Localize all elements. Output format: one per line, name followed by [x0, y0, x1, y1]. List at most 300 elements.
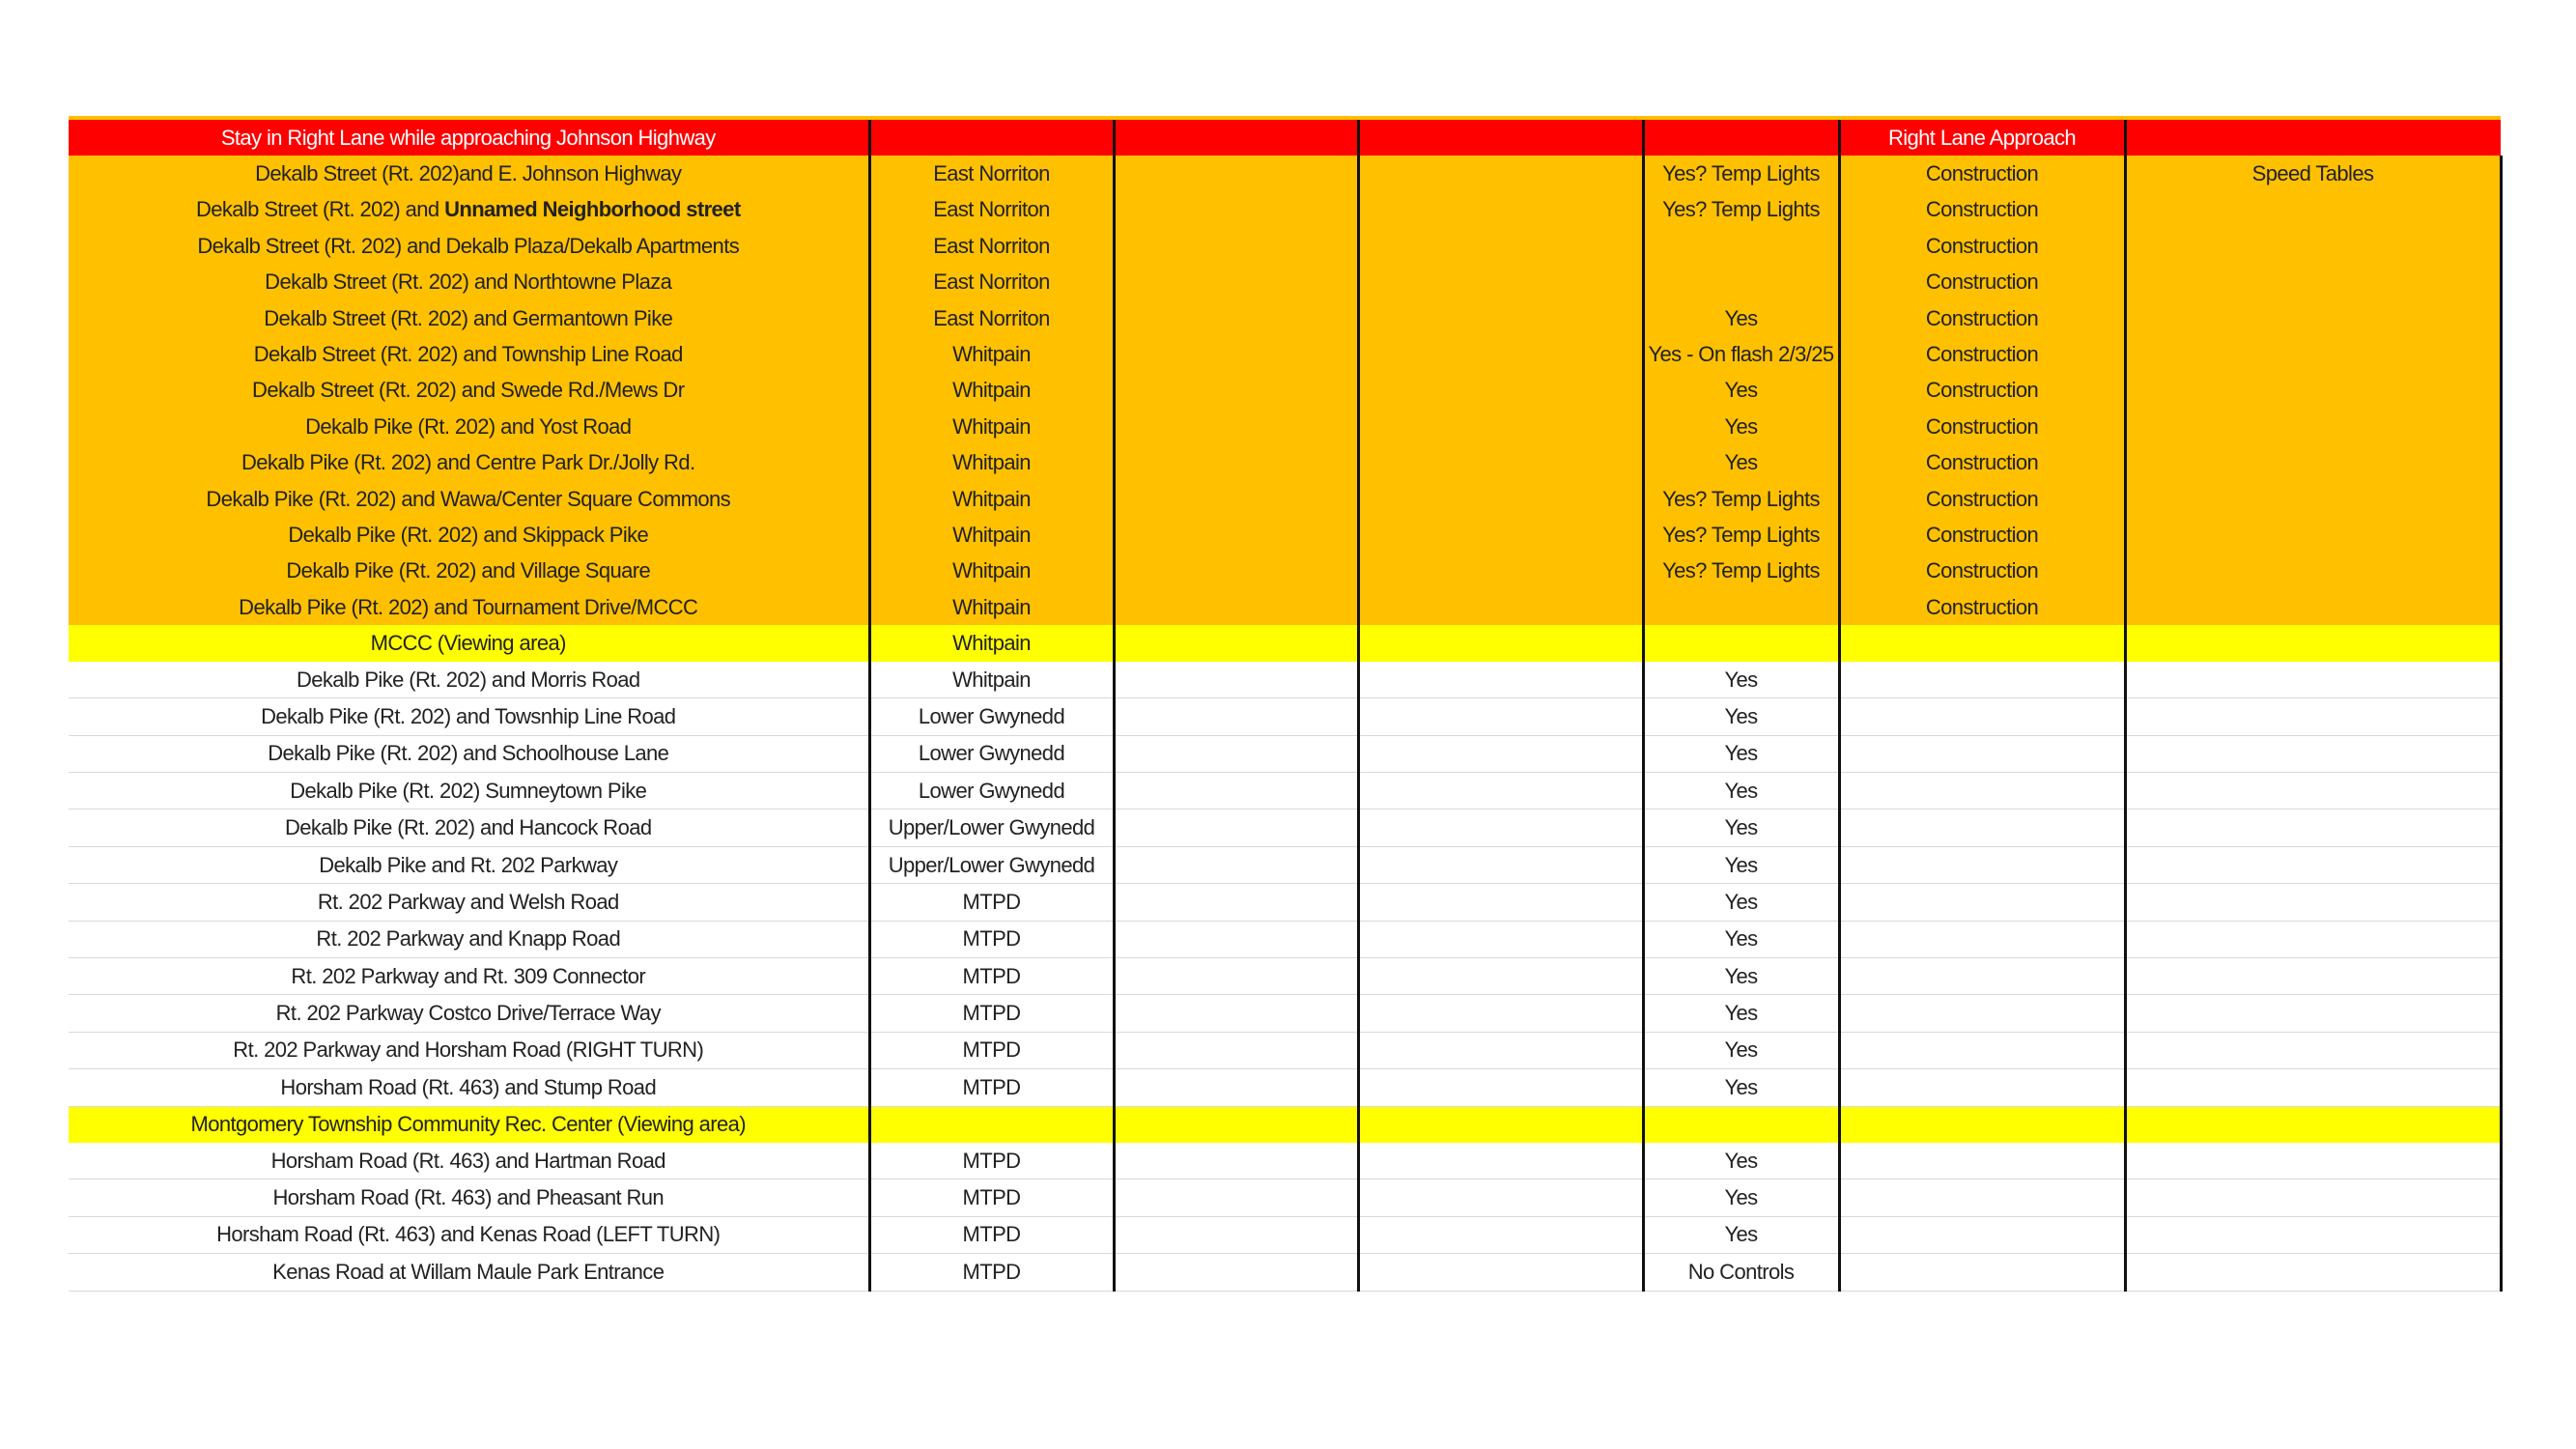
- cell-col-c[interactable]: [1114, 409, 1358, 444]
- cell-municipality[interactable]: [869, 589, 1114, 625]
- cell-intersection[interactable]: [69, 265, 869, 300]
- cell-text: Dekalb Pike (Rt. 202) and Towsnhip Line Road: [261, 703, 676, 728]
- cell-text: Yes: [1724, 741, 1758, 766]
- cell-municipality[interactable]: [869, 336, 1114, 372]
- cell-approach-status[interactable]: [1839, 517, 2125, 553]
- cell-text: Whitpain: [952, 558, 1031, 583]
- cell-signal-status[interactable]: [1643, 554, 1839, 589]
- cell-col-d[interactable]: [1358, 517, 1643, 553]
- cell-municipality[interactable]: [869, 625, 1114, 661]
- cell-signal-status[interactable]: [1643, 445, 1839, 481]
- table-row: [69, 995, 2501, 1032]
- cell-col-d[interactable]: [1358, 1254, 1643, 1291]
- cell-signal-status[interactable]: [1643, 228, 1839, 264]
- cell-signal-status[interactable]: [1643, 373, 1839, 409]
- table-row: [69, 957, 2501, 994]
- cell-col-d[interactable]: [1358, 735, 1643, 772]
- cell-notes[interactable]: [2125, 589, 2501, 625]
- cell-signal-status[interactable]: [1643, 517, 1839, 553]
- cell-municipality[interactable]: [869, 921, 1114, 957]
- cell-notes[interactable]: [2125, 517, 2501, 553]
- cell-signal-status[interactable]: [1643, 192, 1839, 228]
- cell-intersection[interactable]: [69, 662, 869, 698]
- cell-col-c[interactable]: [1114, 118, 1358, 156]
- cell-approach-status[interactable]: [1839, 662, 2125, 698]
- cell-municipality[interactable]: [869, 662, 1114, 698]
- table-row: [69, 921, 2501, 957]
- cell-col-c[interactable]: [1114, 957, 1358, 994]
- cell-notes[interactable]: [2125, 156, 2501, 191]
- cell-col-c[interactable]: [1114, 625, 1358, 661]
- cell-municipality[interactable]: [869, 265, 1114, 300]
- cell-col-d[interactable]: [1358, 481, 1643, 517]
- cell-text: Dekalb Pike (Rt. 202) and Wawa/Center Square Commons: [206, 486, 731, 511]
- cell-text: Dekalb Pike (Rt. 202) and Hancock Road: [284, 815, 652, 840]
- cell-text: Construction: [1925, 413, 2039, 439]
- cell-intersection[interactable]: [69, 156, 869, 191]
- cell-text: Whitpain: [952, 378, 1031, 403]
- cell-approach-status[interactable]: [1839, 625, 2125, 661]
- cell-approach-status[interactable]: [1839, 192, 2125, 228]
- cell-approach-status[interactable]: [1839, 773, 2125, 810]
- cell-signal-status[interactable]: [1643, 589, 1839, 625]
- cell-intersection[interactable]: [69, 698, 869, 735]
- cell-approach-status[interactable]: [1839, 957, 2125, 994]
- cell-col-c[interactable]: [1114, 589, 1358, 625]
- cell-text: Lower Gwynedd: [918, 703, 1065, 728]
- cell-municipality[interactable]: [869, 810, 1114, 846]
- cell-municipality[interactable]: [869, 517, 1114, 553]
- table-row: [69, 1069, 2501, 1106]
- cell-col-d[interactable]: [1358, 228, 1643, 264]
- cell-text: Dekalb Pike (Rt. 202) and Skippack Pike: [288, 522, 649, 547]
- cell-signal-status[interactable]: [1643, 481, 1839, 517]
- cell-municipality[interactable]: [869, 445, 1114, 481]
- cell-approach-status[interactable]: [1839, 1143, 2125, 1179]
- table-row: [69, 810, 2501, 846]
- cell-approach-status[interactable]: [1839, 589, 2125, 625]
- cell-municipality[interactable]: [869, 554, 1114, 589]
- cell-notes[interactable]: [2125, 1143, 2501, 1179]
- cell-col-c[interactable]: [1114, 1216, 1358, 1253]
- cell-col-c[interactable]: [1114, 517, 1358, 553]
- cell-text: Lower Gwynedd: [918, 778, 1065, 803]
- cell-text: MTPD: [962, 926, 1021, 952]
- cell-col-c[interactable]: [1114, 300, 1358, 336]
- cell-text: Dekalb Street (Rt. 202) and Northtowne Plaza: [265, 270, 672, 295]
- cell-col-c[interactable]: [1114, 554, 1358, 589]
- cell-col-d[interactable]: [1358, 957, 1643, 994]
- cell-col-c[interactable]: [1114, 884, 1358, 921]
- cell-municipality[interactable]: [869, 228, 1114, 264]
- cell-col-d[interactable]: [1358, 884, 1643, 921]
- cell-text: Whitpain: [952, 450, 1031, 475]
- cell-approach-status[interactable]: [1839, 921, 2125, 957]
- cell-col-c[interactable]: [1114, 995, 1358, 1032]
- cell-municipality[interactable]: [869, 846, 1114, 883]
- cell-intersection[interactable]: [69, 625, 869, 661]
- cell-col-d[interactable]: [1358, 589, 1643, 625]
- cell-text: Dekalb Pike (Rt. 202) Sumneytown Pike: [290, 778, 647, 803]
- cell-notes[interactable]: [2125, 409, 2501, 444]
- cell-intersection[interactable]: [69, 192, 869, 228]
- cell-col-c[interactable]: [1114, 1179, 1358, 1216]
- cell-text: Whitpain: [952, 486, 1031, 511]
- cell-notes[interactable]: [2125, 846, 2501, 883]
- cell-col-c[interactable]: [1114, 735, 1358, 772]
- cell-intersection[interactable]: [69, 884, 869, 921]
- cell-notes[interactable]: [2125, 118, 2501, 156]
- cell-col-d[interactable]: [1358, 373, 1643, 409]
- cell-text: Dekalb Pike (Rt. 202) and Morris Road: [296, 667, 640, 692]
- table-row: [69, 192, 2501, 228]
- cell-intersection[interactable]: [69, 481, 869, 517]
- cell-approach-status[interactable]: [1839, 228, 2125, 264]
- cell-text: Horsham Road (Rt. 463) and Kenas Road (LEFT TURN): [216, 1222, 721, 1247]
- cell-col-c[interactable]: [1114, 228, 1358, 264]
- cell-intersection[interactable]: [69, 554, 869, 589]
- cell-municipality[interactable]: [869, 1179, 1114, 1216]
- cell-col-d[interactable]: [1358, 995, 1643, 1032]
- cell-col-d[interactable]: [1358, 1216, 1643, 1253]
- table-row: [69, 373, 2501, 409]
- cell-notes[interactable]: [2125, 1216, 2501, 1253]
- cell-col-d[interactable]: [1358, 846, 1643, 883]
- cell-col-d[interactable]: [1358, 118, 1643, 156]
- cell-text: Dekalb Pike (Rt. 202) and Tournament Drive/MCCC: [239, 594, 698, 619]
- cell-text: Construction: [1925, 450, 2039, 475]
- cell-col-c[interactable]: [1114, 1254, 1358, 1291]
- cell-approach-status[interactable]: [1839, 481, 2125, 517]
- cell-notes[interactable]: [2125, 735, 2501, 772]
- cell-col-d[interactable]: [1358, 698, 1643, 735]
- cell-text: Horsham Road (Rt. 463) and Stump Road: [280, 1074, 657, 1099]
- cell-text: Yes: [1724, 1001, 1758, 1026]
- cell-col-d[interactable]: [1358, 156, 1643, 191]
- cell-signal-status[interactable]: [1643, 846, 1839, 883]
- cell-approach-status[interactable]: [1839, 698, 2125, 735]
- cell-text: Yes? Temp Lights: [1662, 558, 1820, 583]
- cell-approach-status[interactable]: [1839, 1254, 2125, 1291]
- cell-intersection[interactable]: [69, 1216, 869, 1253]
- cell-signal-status[interactable]: [1643, 156, 1839, 191]
- cell-text: East Norriton: [933, 197, 1050, 222]
- cell-col-c[interactable]: [1114, 373, 1358, 409]
- cell-municipality[interactable]: [869, 192, 1114, 228]
- cell-text: Dekalb Pike and Rt. 202 Parkway: [319, 852, 618, 877]
- cell-signal-status[interactable]: [1643, 1179, 1839, 1216]
- cell-municipality[interactable]: [869, 698, 1114, 735]
- cell-notes[interactable]: [2125, 810, 2501, 846]
- cell-municipality[interactable]: [869, 1254, 1114, 1291]
- cell-notes[interactable]: [2125, 1106, 2501, 1143]
- cell-municipality[interactable]: [869, 1143, 1114, 1179]
- cell-approach-status[interactable]: [1839, 1069, 2125, 1106]
- cell-intersection[interactable]: [69, 1254, 869, 1291]
- cell-notes[interactable]: [2125, 373, 2501, 409]
- cell-text-bold: Unnamed Neighborhood street: [444, 197, 741, 222]
- cell-approach-status[interactable]: [1839, 846, 2125, 883]
- cell-text: Construction: [1925, 522, 2039, 547]
- cell-municipality[interactable]: [869, 1032, 1114, 1068]
- cell-municipality[interactable]: [869, 1216, 1114, 1253]
- cell-approach-status[interactable]: [1839, 445, 2125, 481]
- cell-notes[interactable]: [2125, 957, 2501, 994]
- cell-signal-status[interactable]: [1643, 625, 1839, 661]
- cell-intersection[interactable]: [69, 589, 869, 625]
- cell-intersection[interactable]: [69, 1106, 869, 1143]
- cell-col-d[interactable]: [1358, 625, 1643, 661]
- cell-signal-status[interactable]: [1643, 336, 1839, 372]
- cell-approach-status[interactable]: [1839, 118, 2125, 156]
- cell-municipality[interactable]: [869, 1106, 1114, 1143]
- cell-text: Rt. 202 Parkway and Rt. 309 Connector: [291, 963, 646, 988]
- table-row: [69, 445, 2501, 481]
- cell-col-c[interactable]: [1114, 810, 1358, 846]
- cell-notes[interactable]: [2125, 921, 2501, 957]
- cell-municipality[interactable]: [869, 156, 1114, 191]
- cell-text: Construction: [1925, 161, 2039, 186]
- cell-col-d[interactable]: [1358, 1179, 1643, 1216]
- cell-text: Upper/Lower Gwynedd: [888, 815, 1095, 840]
- cell-col-c[interactable]: [1114, 336, 1358, 372]
- cell-intersection[interactable]: [69, 517, 869, 553]
- cell-intersection[interactable]: [69, 773, 869, 810]
- cell-intersection[interactable]: [69, 846, 869, 883]
- cell-municipality[interactable]: [869, 735, 1114, 772]
- cell-col-c[interactable]: [1114, 1032, 1358, 1068]
- cell-municipality[interactable]: [869, 1069, 1114, 1106]
- cell-intersection[interactable]: [69, 118, 869, 156]
- cell-intersection[interactable]: [69, 409, 869, 444]
- cell-approach-status[interactable]: [1839, 995, 2125, 1032]
- cell-text: Rt. 202 Parkway Costco Drive/Terrace Way: [275, 1001, 661, 1026]
- cell-notes[interactable]: [2125, 554, 2501, 589]
- cell-municipality[interactable]: [869, 995, 1114, 1032]
- cell-text: Dekalb Street (Rt. 202) and Township Line Road: [253, 342, 683, 367]
- cell-text: Whitpain: [952, 522, 1031, 547]
- header-row: [69, 118, 2501, 156]
- cell-text: Yes: [1724, 926, 1758, 952]
- cell-signal-status[interactable]: [1643, 735, 1839, 772]
- cell-signal-status[interactable]: [1643, 698, 1839, 735]
- cell-col-d[interactable]: [1358, 1106, 1643, 1143]
- cell-text: Yes: [1724, 703, 1758, 728]
- cell-notes[interactable]: [2125, 773, 2501, 810]
- cell-col-d[interactable]: [1358, 336, 1643, 372]
- cell-col-c[interactable]: [1114, 1069, 1358, 1106]
- cell-text: Yes: [1724, 778, 1758, 803]
- cell-text: Yes? Temp Lights: [1662, 161, 1820, 186]
- cell-col-c[interactable]: [1114, 1106, 1358, 1143]
- cell-notes[interactable]: [2125, 192, 2501, 228]
- cell-approach-status[interactable]: [1839, 156, 2125, 191]
- cell-text: Yes? Temp Lights: [1662, 522, 1820, 547]
- cell-intersection[interactable]: [69, 1179, 869, 1216]
- table-row: [69, 1032, 2501, 1068]
- cell-col-d[interactable]: [1358, 662, 1643, 698]
- cell-notes[interactable]: [2125, 995, 2501, 1032]
- cell-signal-status[interactable]: [1643, 1106, 1839, 1143]
- cell-notes[interactable]: [2125, 265, 2501, 300]
- table-row: [69, 156, 2501, 191]
- cell-text: Whitpain: [952, 631, 1031, 656]
- cell-municipality[interactable]: [869, 773, 1114, 810]
- cell-notes[interactable]: [2125, 336, 2501, 372]
- cell-col-d[interactable]: [1358, 192, 1643, 228]
- cell-notes[interactable]: [2125, 481, 2501, 517]
- cell-intersection[interactable]: [69, 735, 869, 772]
- cell-notes[interactable]: [2125, 662, 2501, 698]
- cell-text: East Norriton: [933, 270, 1050, 295]
- cell-municipality[interactable]: [869, 373, 1114, 409]
- cell-signal-status[interactable]: [1643, 662, 1839, 698]
- cell-text: Yes: [1724, 1148, 1758, 1173]
- cell-text: Speed Tables: [2251, 161, 2374, 186]
- cell-text: Dekalb Street (Rt. 202) and Germantown Pike: [264, 305, 673, 330]
- cell-text: Rt. 202 Parkway and Horsham Road (RIGHT TURN): [233, 1037, 704, 1063]
- cell-col-c[interactable]: [1114, 445, 1358, 481]
- cell-intersection[interactable]: [69, 373, 869, 409]
- cell-col-d[interactable]: [1358, 300, 1643, 336]
- cell-notes[interactable]: [2125, 698, 2501, 735]
- cell-notes[interactable]: [2125, 1179, 2501, 1216]
- cell-text: Dekalb Street (Rt. 202) and Dekalb Plaza/Dekalb Apartments: [197, 233, 740, 258]
- cell-notes[interactable]: [2125, 625, 2501, 661]
- cell-municipality[interactable]: [869, 409, 1114, 444]
- cell-text: Yes: [1724, 1185, 1758, 1210]
- cell-text: Whitpain: [952, 594, 1031, 619]
- cell-intersection[interactable]: [69, 810, 869, 846]
- cell-approach-status[interactable]: [1839, 884, 2125, 921]
- cell-signal-status[interactable]: [1643, 409, 1839, 444]
- cell-signal-status[interactable]: [1643, 1143, 1839, 1179]
- cell-intersection[interactable]: [69, 1069, 869, 1106]
- cell-signal-status[interactable]: [1643, 1069, 1839, 1106]
- cell-approach-status[interactable]: [1839, 1179, 2125, 1216]
- cell-col-c[interactable]: [1114, 481, 1358, 517]
- cell-approach-status[interactable]: [1839, 265, 2125, 300]
- cell-municipality[interactable]: [869, 118, 1114, 156]
- cell-signal-status[interactable]: [1643, 1032, 1839, 1068]
- cell-notes[interactable]: [2125, 884, 2501, 921]
- cell-signal-status[interactable]: [1643, 810, 1839, 846]
- cell-intersection[interactable]: [69, 445, 869, 481]
- cell-municipality[interactable]: [869, 884, 1114, 921]
- cell-text: Yes: [1724, 1074, 1758, 1099]
- cell-col-d[interactable]: [1358, 1069, 1643, 1106]
- cell-text: Dekalb Pike (Rt. 202) and Centre Park Dr./Jolly Rd.: [241, 450, 695, 475]
- cell-intersection[interactable]: [69, 957, 869, 994]
- cell-signal-status[interactable]: [1643, 957, 1839, 994]
- cell-approach-status[interactable]: [1839, 409, 2125, 444]
- cell-intersection[interactable]: [69, 1032, 869, 1068]
- cell-text: Construction: [1925, 342, 2039, 367]
- cell-col-d[interactable]: [1358, 265, 1643, 300]
- cell-signal-status[interactable]: [1643, 300, 1839, 336]
- cell-approach-status[interactable]: [1839, 810, 2125, 846]
- cell-signal-status[interactable]: [1643, 884, 1839, 921]
- cell-col-d[interactable]: [1358, 810, 1643, 846]
- cell-signal-status[interactable]: [1643, 921, 1839, 957]
- cell-col-d[interactable]: [1358, 773, 1643, 810]
- cell-intersection[interactable]: [69, 300, 869, 336]
- cell-col-d[interactable]: [1358, 1032, 1643, 1068]
- cell-text: Yes: [1724, 1222, 1758, 1247]
- cell-text: Construction: [1925, 197, 2039, 222]
- cell-approach-status[interactable]: [1839, 735, 2125, 772]
- cell-text: Yes: [1724, 413, 1758, 439]
- cell-text: MTPD: [962, 1259, 1021, 1284]
- cell-col-d[interactable]: [1358, 445, 1643, 481]
- cell-col-d[interactable]: [1358, 1143, 1643, 1179]
- cell-notes[interactable]: [2125, 1032, 2501, 1068]
- cell-col-c[interactable]: [1114, 698, 1358, 735]
- cell-notes[interactable]: [2125, 300, 2501, 336]
- cell-text: MTPD: [962, 1185, 1021, 1210]
- cell-col-d[interactable]: [1358, 554, 1643, 589]
- cell-approach-status[interactable]: [1839, 336, 2125, 372]
- cell-signal-status[interactable]: [1643, 773, 1839, 810]
- cell-col-c[interactable]: [1114, 846, 1358, 883]
- cell-approach-status[interactable]: [1839, 300, 2125, 336]
- cell-intersection[interactable]: [69, 1143, 869, 1179]
- cell-notes[interactable]: [2125, 1254, 2501, 1291]
- cell-intersection[interactable]: [69, 228, 869, 264]
- cell-approach-status[interactable]: [1839, 1216, 2125, 1253]
- table-row: [69, 481, 2501, 517]
- cell-signal-status[interactable]: [1643, 118, 1839, 156]
- cell-signal-status[interactable]: [1643, 265, 1839, 300]
- cell-approach-status[interactable]: [1839, 373, 2125, 409]
- cell-signal-status[interactable]: [1643, 995, 1839, 1032]
- cell-notes[interactable]: [2125, 445, 2501, 481]
- cell-col-c[interactable]: [1114, 156, 1358, 191]
- cell-col-d[interactable]: [1358, 921, 1643, 957]
- cell-notes[interactable]: [2125, 1069, 2501, 1106]
- table-row: [69, 1216, 2501, 1253]
- table-row: [69, 228, 2501, 264]
- cell-col-c[interactable]: [1114, 662, 1358, 698]
- cell-municipality[interactable]: [869, 957, 1114, 994]
- cell-col-c[interactable]: [1114, 773, 1358, 810]
- cell-text: Yes: [1724, 305, 1758, 330]
- cell-approach-status[interactable]: [1839, 1032, 2125, 1068]
- cell-text: MTPD: [962, 1074, 1021, 1099]
- cell-approach-status[interactable]: [1839, 554, 2125, 589]
- cell-col-c[interactable]: [1114, 265, 1358, 300]
- cell-text: Dekalb Street (Rt. 202)and E. Johnson Highway: [255, 161, 682, 186]
- cell-col-c[interactable]: [1114, 1143, 1358, 1179]
- cell-col-c[interactable]: [1114, 192, 1358, 228]
- cell-signal-status[interactable]: [1643, 1254, 1839, 1291]
- cell-text: Rt. 202 Parkway and Welsh Road: [317, 889, 619, 914]
- cell-notes[interactable]: [2125, 228, 2501, 264]
- cell-text: East Norriton: [933, 233, 1050, 258]
- cell-municipality[interactable]: [869, 481, 1114, 517]
- cell-signal-status[interactable]: [1643, 1216, 1839, 1253]
- table-row: [69, 773, 2501, 810]
- cell-approach-status[interactable]: [1839, 1106, 2125, 1143]
- table-row: [69, 1254, 2501, 1291]
- cell-col-c[interactable]: [1114, 921, 1358, 957]
- cell-text: Construction: [1925, 558, 2039, 583]
- cell-intersection[interactable]: [69, 336, 869, 372]
- cell-intersection[interactable]: [69, 995, 869, 1032]
- cell-col-d[interactable]: [1358, 409, 1643, 444]
- cell-intersection[interactable]: [69, 921, 869, 957]
- cell-municipality[interactable]: [869, 300, 1114, 336]
